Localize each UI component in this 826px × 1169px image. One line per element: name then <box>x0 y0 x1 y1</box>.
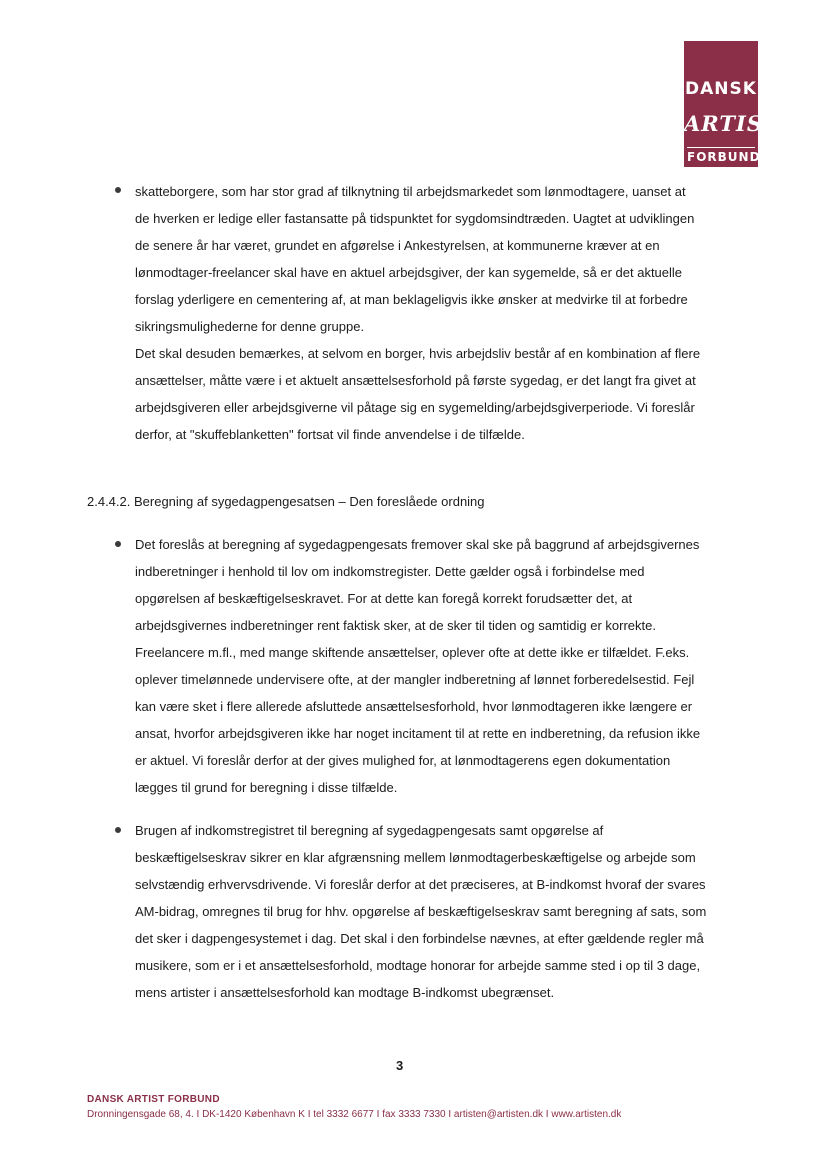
section-2-paragraph <box>135 531 700 801</box>
logo-line-2: ARTIST <box>684 111 780 136</box>
dansk-artist-forbund-logo <box>684 41 780 167</box>
logo-line-3: FORBUND <box>687 147 755 164</box>
text-line: oplever timelønnede undervisere ofte, at der mangler indberetning af lønnet forberedelsestid. Fejl <box>135 672 695 687</box>
text-line: selvstændig erhvervsdrivende. Vi foreslår derfor at det præciseres, at B-indkomst hvoraf der svares <box>135 877 706 892</box>
page-number: 3 <box>396 1058 404 1073</box>
text-line: ansat, hvorfor arbejdsgiveren ikke har noget incitament til at rette en indberetning, da refusion ikke <box>135 726 701 741</box>
text-line: det sker i dagpengesystemet i dag. Det skal i den forbindelse nævnes, at efter gældende regler må <box>135 931 704 946</box>
bullet-icon <box>115 827 121 833</box>
text-line: indberetninger i henhold til lov om indkomstregister. Dette gælder også i forbindelse med <box>135 564 645 579</box>
text-line: Freelancere m.fl., med mange skiftende ansættelser, oplever ofte at dette ikke er tilfældet. F.eks. <box>135 645 690 660</box>
text-line: sikringsmulighederne for denne gruppe. <box>135 319 365 334</box>
text-line: ansættelser, måtte være i et aktuelt ansættelsesforhold på første sygedag, er det langt fra givet at <box>135 373 696 388</box>
text-line: de hverken er ledige eller fastansatte på tidspunktet for sygdomsindtræden. Uagtet at udviklingen <box>135 211 695 226</box>
text-line: forslag yderligere en cementering af, at man beklageligvis ikke ønsker at medvirke til at forbedre <box>135 292 688 307</box>
text-line: arbejdsgiveren eller arbejdsgiverne vil påtage sig en sygemelding/arbejdsgiverperiode. Vi foreslår <box>135 400 695 415</box>
text-line: Det foreslås at beregning af sygedagpengesats fremover skal ske på baggrund af arbejdsgivernes <box>135 537 700 552</box>
text-line: musikere, som er i et ansættelsesforhold, modtage honorar for arbejde samme sted i op til 3 dage, <box>135 958 701 973</box>
footer-address: Dronningensgade 68, 4. I DK-1420 København K I tel 3332 6677 I fax 3333 7330 I artisten@artisten.dk I www.artisten.dk <box>87 1109 622 1120</box>
text-line: AM-bidrag, omregnes til brug for hhv. opgørelse af beskæftigelseskrav samt beregning af sats, som <box>135 904 707 919</box>
text-line: er aktuel. Vi foreslår derfor at der gives mulighed for, at lønmodtagerens egen dokumentation <box>135 753 671 768</box>
bullet-icon <box>115 541 121 547</box>
text-line: kan være sket i flere allerede afsluttede ansættelsesforhold, hvor lønmodtageren ikke længere er <box>135 699 693 714</box>
section-3-paragraph <box>135 817 706 1006</box>
text-line: Det skal desuden bemærkes, at selvom en borger, hvis arbejdsliv består af en kombination af flere <box>135 346 701 361</box>
section-1-paragraph <box>135 178 700 448</box>
text-line: opgørelsen af beskæftigelseskravet. For at dette kan foregå korrekt forudsætter det, at <box>135 591 633 606</box>
text-line: lønmodtager-freelancer skal have en aktuel arbejdsgiver, der kan sygemelde, så er det aktuelle <box>135 265 683 280</box>
text-line: skatteborgere, som har stor grad af tilknytning til arbejdsmarkedet som lønmodtagere, uanset at <box>135 184 686 199</box>
logo-line-1: DANSK <box>685 79 757 99</box>
text-line: de senere år har været, grundet en afgørelse i Ankestyrelsen, at kommunerne kræver at en <box>135 238 660 253</box>
text-line: mens artister i ansættelsesforhold kan modtage B-indkomst ubegrænset. <box>135 985 555 1000</box>
text-line: derfor, at "skuffeblanketten" fortsat vil finde anvendelse i de tilfælde. <box>135 427 525 442</box>
bullet-icon <box>115 187 121 193</box>
text-line: lægges til grund for beregning i disse tilfælde. <box>135 780 398 795</box>
text-line: arbejdsgivernes indberetninger rent faktisk sker, at de sker til tiden og samtidig er korrekte. <box>135 618 656 633</box>
text-line: Brugen af indkomstregistret til beregning af sygedagpengesats samt opgørelse af <box>135 823 604 838</box>
text-line: beskæftigelseskrav sikrer en klar afgrænsning mellem lønmodtagerbeskæftigelse og arbejde som <box>135 850 696 865</box>
section-heading: 2.4.4.2. Beregning af sygedagpengesatsen – Den foreslåede ordning <box>87 494 485 509</box>
footer-organization-name: DANSK ARTIST FORBUND <box>87 1094 220 1105</box>
